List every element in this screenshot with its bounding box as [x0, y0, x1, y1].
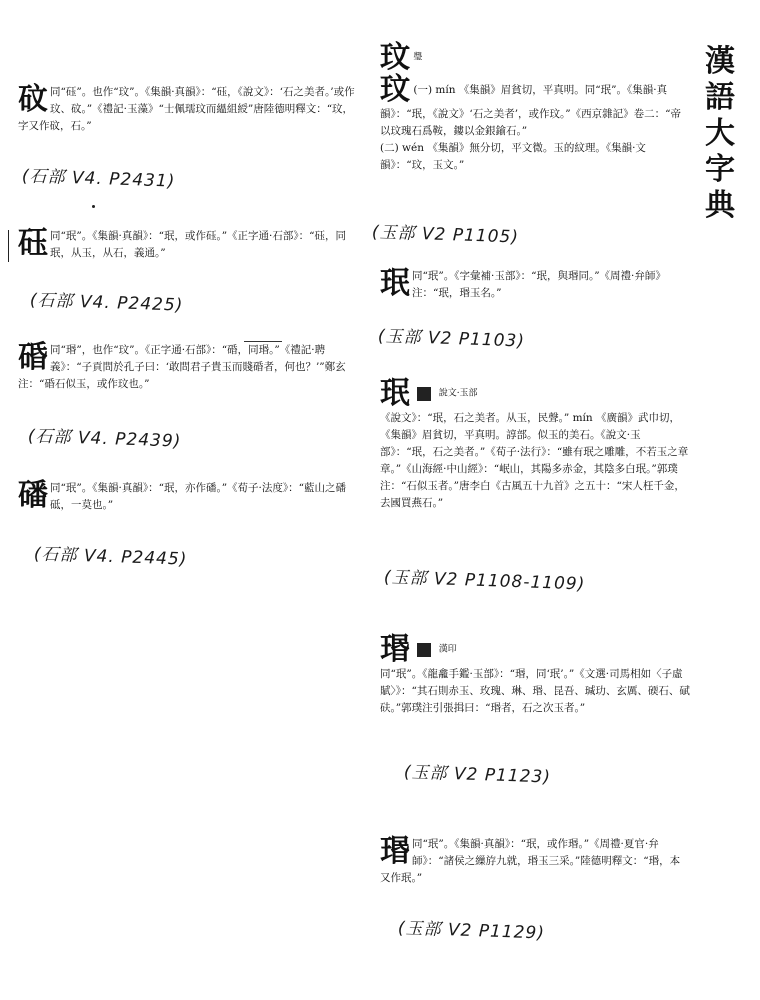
entry-text: 同“珉”。《集韻·真韻》：“珉，或作砡。”《正字通·石部》：“砡，同珉，从玉，从石，義通。” [50, 230, 347, 259]
dictionary-title: 漢語大字典 [705, 44, 735, 223]
entry-headword: 砇 [18, 82, 48, 117]
entry-text: 同“珉”。《龍龕手鑑·玉部》：“瑉，同‘珉’。”《文選·司馬相如〈子虛賦〉》：“其石則赤玉、玫瑰、琳、瑉、昆吾、瑊玏、玄厲、碝石、碔砆。”郭璞注引張揖曰：“瑉者，石之次玉者。” [380, 668, 690, 714]
seal-glyph-icon [417, 387, 431, 401]
entry-4 [18, 480, 356, 514]
entry-8 [380, 634, 690, 717]
handwritten-note: (玉部 V2 P1123) [403, 762, 552, 788]
entry-headword: 瑉 [380, 834, 410, 869]
entry-3 [18, 342, 356, 393]
margin-bar [8, 230, 9, 262]
entry-5 [380, 42, 690, 174]
entry-9 [380, 836, 690, 887]
reading-2: (二) wén 《集韻》無分切，平文微。玉的紋理。《集韻·文韻》：“玟，玉文。” [380, 142, 646, 171]
reading-1: (一) mín 《集韻》眉貧切，平真明。同“珉”。《集韻·真韻》：“珉，《說文》‘石之美者’，或作玟。”《西京雜記》卷二：“帝以玟瑰石爲鞍，鏤以金銀鍮石。” [380, 84, 682, 137]
entry-headword: 砡 [18, 226, 48, 261]
handwritten-note: (玉部 V2 P1105) [371, 222, 520, 248]
entry-headword: 玟 [380, 72, 410, 107]
entry-headword-top: 玟 [380, 40, 410, 75]
handwritten-note: (石部 V4. P2439) [27, 426, 182, 452]
handwritten-note: (玉部 V2 P1108-1109) [383, 567, 586, 595]
handwritten-note: (石部 V4. P2425) [29, 290, 184, 316]
handwritten-note: (石部 V4. P2445) [33, 544, 188, 570]
entry-text: 同“砡”。也作“玟”。《集韻·真韻》：“砡，《說文》：‘石之美者。’或作玟、砇。”《禮記·玉藻》“士佩瓀玟而縕組綬”唐陸德明釋文：“玟，字又作砇，石。” [18, 86, 355, 132]
speck [92, 205, 95, 208]
entry-2 [18, 228, 356, 262]
entry-1 [18, 84, 356, 135]
handwritten-note: (玉部 V2 P1103) [377, 326, 526, 352]
seal-label: 說文·玉部 [438, 388, 478, 399]
entry-text: 同“珉”。《集韻·真韻》：“珉，或作瑉。”《周禮·夏官·弁師》：“諸侯之繅斿九就，瑉玉三采。”陸德明釋文：“瑉，本又作珉。” [380, 838, 681, 884]
seal-glyph-icon [417, 643, 431, 657]
seal-label: 漢印 [438, 644, 457, 655]
handwritten-note: (石部 V4. P2431) [21, 166, 176, 192]
entry-text: 同“珉”。《集韻·真韻》：“珉，亦作磻。”《荀子·法度》：“藍山之磻砥，一莫也。” [50, 482, 347, 511]
entry-text: 同“珉”。《字彙補·玉部》：“珉，與瑉同。”《周禮·弁師》注：“珉，瑉玉名。” [412, 270, 666, 299]
entry-text: 《說文》：“珉，石之美者。从玉，民聲。” mín 《廣韻》武巾切，《集韻》眉貧切，平真明。諄部。似玉的美石。《說文·玉部》：“珉，石之美者。”《荀子·法行》：“雖有珉之雕雕，不若玉之章章。”《山海經·中山經》：“岷山，其陽多赤金，其陰多白珉。”郭璞注：“石似玉者。”唐李白《古風五十九首》之五十：“宋人枉千金，去國買燕石。” [380, 412, 689, 509]
entry-7 [380, 378, 690, 512]
handwritten-note: (玉部 V2 P1129) [397, 918, 546, 944]
entry-text: 同“瑉”，也作“玟”。《正字通·石部》：“碈，同瑉。”《禮記·聘義》：“子貢問於孔子曰：‘敢問君子貴玉而賤碈者，何也？’”鄭玄注：“碈石似玉，或作玟也。” [18, 344, 346, 390]
entry-suffix: 璺 [413, 52, 423, 63]
entry-headword: 珉 [380, 376, 410, 411]
entry-6 [380, 268, 690, 302]
entry-headword: 珉 [380, 266, 410, 301]
entry-headword: 瑉 [380, 632, 410, 667]
entry-headword: 磻 [18, 478, 48, 513]
entry-headword: 碈 [18, 340, 48, 375]
